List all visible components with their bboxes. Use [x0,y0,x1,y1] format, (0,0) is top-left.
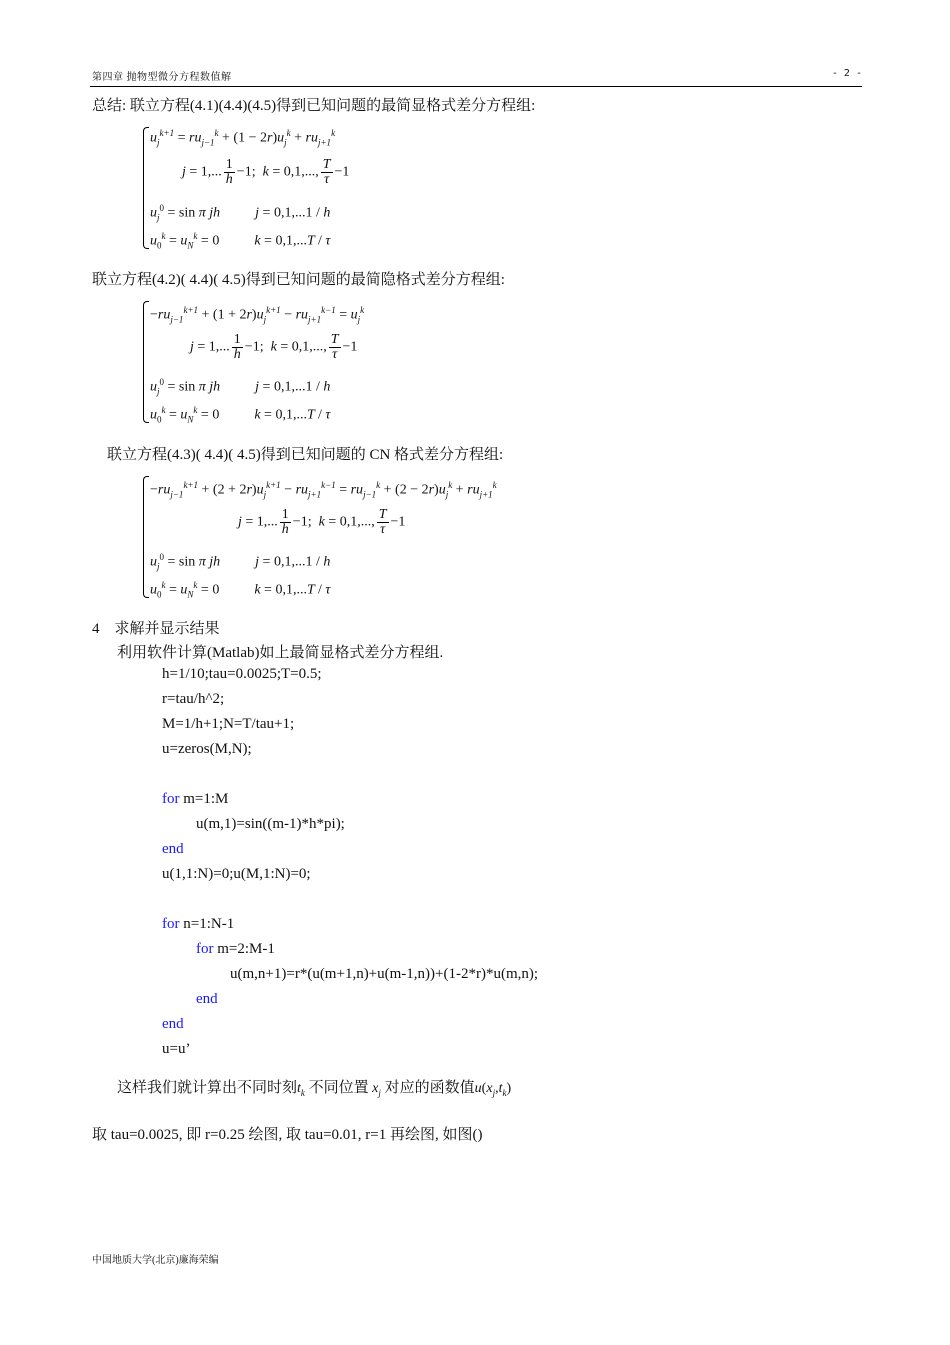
header-chapter: 第四章 抛物型微分方程数值解 [92,72,232,83]
header-page-number: - 2 - [831,68,862,79]
implicit-eq-range: j = 1,... $\frac{1}{h}$ −1; k = 0,1,..., $\frac{T}{\tau}$ −1 [190,332,358,362]
cn-brace [143,476,149,598]
implicit-eq-initial: $u_j^0 = \sin \pi$ jh j = 0,1,...1 / h [150,377,331,397]
code-line [162,716,294,733]
code-line [162,866,311,883]
explicit-brace [143,127,149,249]
cn-eq-boundary: $u_0^k = u_N^k = 0$ k = 0,1,...T / τ [150,580,331,600]
code-line [196,991,218,1008]
explicit-eq-range: j = 1,... $\frac{1}{h}$ −1; k = 0,1,..., $\frac{T}{\tau}$ −1 [182,157,350,187]
result-sentence-part3: 对应的函数值 [384,1080,475,1096]
explicit-eq-initial: $u_j^0 = \sin \pi$ jh j = 0,1,...1 / h [150,203,331,223]
section-4-title: 求解并显示结果 [114,621,220,637]
code-text: h=1/10;tau=0.0025;T=0.5; [162,666,322,682]
code-line [196,816,345,833]
code-line [162,741,252,758]
summary-text: 总结: 联立方程(4.1)(4.4)(4.5)得到已知问题的最简显格式差分方程组: [92,98,536,114]
code-text: u=zeros(M,N); [162,741,252,757]
code-text: u(m,1)=sin((m-1)*h*pi); [196,816,345,832]
code-line [162,841,184,858]
code-keyword: end [162,1016,184,1032]
code-line [230,966,538,983]
code-text: m=2:M-1 [213,941,275,957]
code-text: r=tau/h^2; [162,691,225,707]
code-text: u=u’ [162,1041,191,1057]
code-text: u(m,n+1)=r*(u(m+1,n)+u(m-1,n))+(1-2*r)*u(m,n); [230,966,539,982]
code-keyword: for [162,791,180,807]
code-text: m=1:M [179,791,229,807]
explicit-eq-main: $u_j^{k+1} = ru_{j-1}^k + (1 - 2r)u_j^k + ru_{j+1}^k$ [150,128,336,148]
cn-intro: 联立方程(4.3)( 4.4)( 4.5)得到已知问题的 CN 格式差分方程组: [107,447,504,463]
code-line [162,791,228,808]
implicit-brace [143,301,149,423]
code-text: u(1,1:N)=0;u(M,1:N)=0; [162,866,311,882]
code-line [162,691,224,708]
header-rule [90,86,862,87]
result-sentence-part1: 这样我们就计算出不同时刻 [117,1080,298,1096]
result-sentence: 这样我们就计算出不同时刻$t_k$ 不同位置 $x_j$ 对应的函数值$u(x_j,t_k)$ [117,1080,512,1098]
result-sentence-part2: 不同位置 [308,1080,369,1096]
code-keyword: end [196,991,218,1007]
implicit-eq-main: $-ru_{j-1}^{k+1} + (1 + 2r)u_j^{k+1} - ru_{j+1}^{k-1} = u_j^k$ [150,305,365,325]
cn-eq-main: $-ru_{j-1}^{k+1} + (2 + 2r)u_j^{k+1} - ru_{j+1}^{k-1} = ru_{j-1}^k + (2 - 2r)u_j^k + ru_{j+1}^k$ [150,480,497,500]
cn-eq-initial: $u_j^0 = \sin \pi$ jh j = 0,1,...1 / h [150,552,331,572]
code-keyword: end [162,841,184,857]
section-4-heading [92,617,220,638]
cn-eq-range: j = 1,... $\frac{1}{h}$ −1; k = 0,1,..., $\frac{T}{\tau}$ −1 [238,507,406,537]
plot-instruction: 取 tau=0.0025, 即 r=0.25 绘图, 取 tau=0.01, r=1 再绘图, 如图() [92,1127,483,1143]
code-line [162,1016,184,1033]
code-text: M=1/h+1;N=T/tau+1; [162,716,295,732]
implicit-eq-boundary: $u_0^k = u_N^k = 0$ k = 0,1,...T / τ [150,405,331,425]
explicit-eq-boundary: $u_0^k = u_N^k = 0$ k = 0,1,...T / τ [150,231,331,251]
footer-author: 中国地质大学(北京)廉海荣编 [92,1255,219,1266]
section-4-number: 4 [92,621,100,637]
code-text: n=1:N-1 [179,916,235,932]
code-line [196,941,275,958]
code-line [162,666,322,683]
implicit-intro: 联立方程(4.2)( 4.4)( 4.5)得到已知问题的最简隐格式差分方程组: [92,272,505,288]
code-keyword: for [162,916,180,932]
matlab-intro: 利用软件计算(Matlab)如上最简显格式差分方程组. [117,645,444,661]
code-keyword: for [196,941,214,957]
code-line [162,1041,190,1058]
code-line [162,916,234,933]
